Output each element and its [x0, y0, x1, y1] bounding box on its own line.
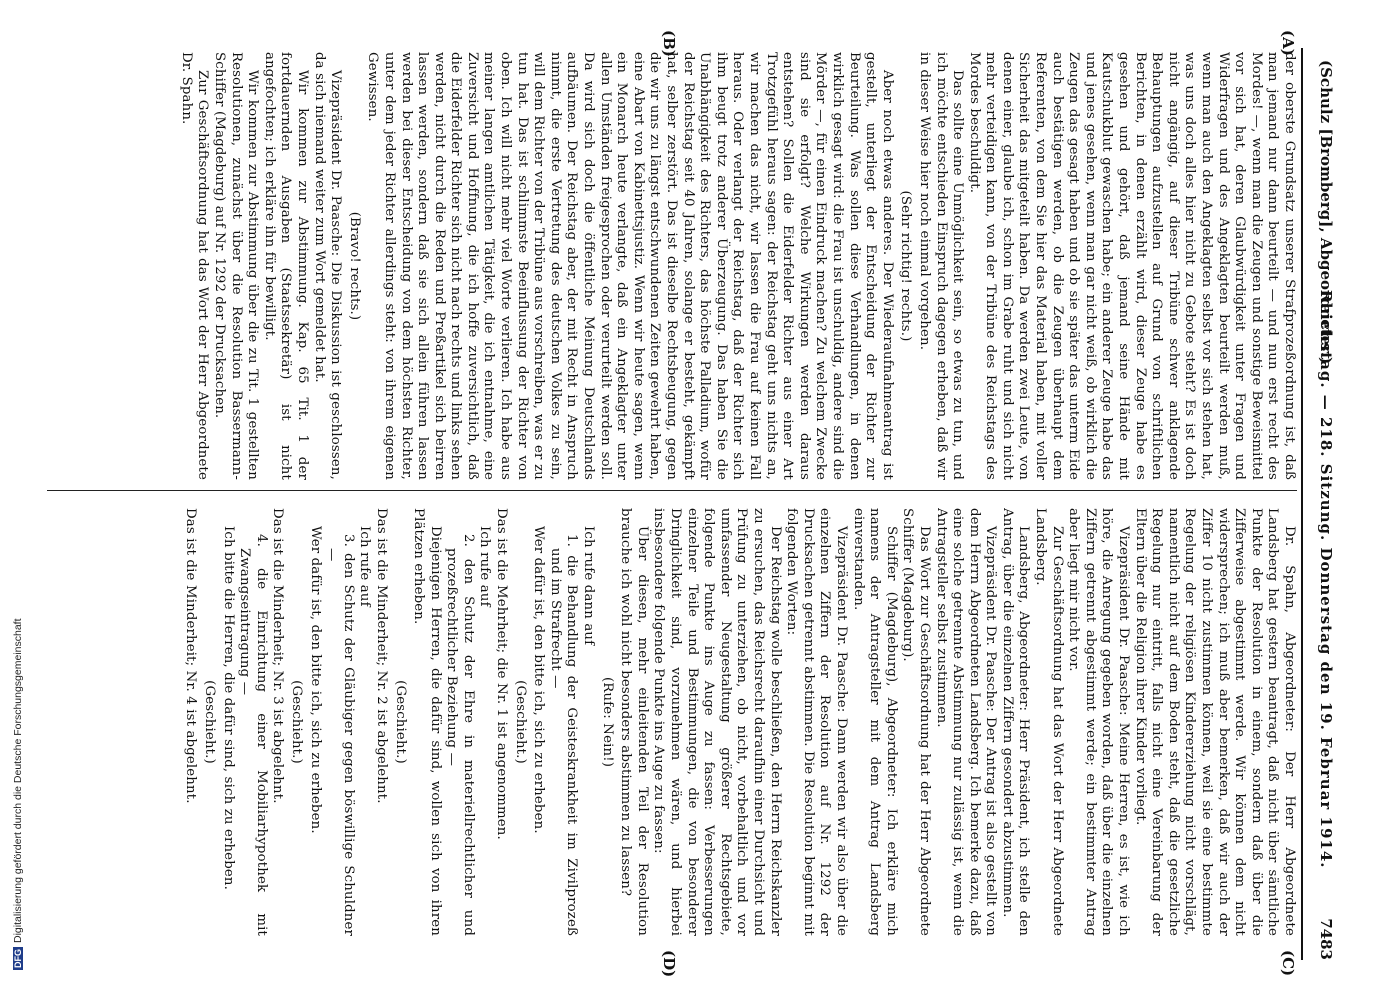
interjection: (Geschieht.)	[512, 680, 528, 764]
paragraph: Das ist die Minderheit; Nr. 2 ist abgelehnt.	[373, 508, 389, 804]
paragraph: Landsberg, Abgeordneter: Herr Präsident, ich stelle den Antrag, über die einzelnen Ziffern gesondert abzustimmen.	[999, 508, 1032, 936]
page-title: Reichstag. — 218. Sitzung. Donnerstag den 19. Februar 1914.	[1317, 290, 1335, 869]
paragraph: Das ist die Mehrheit; die Nr. 1 ist angenommen.	[494, 508, 510, 840]
paragraph: Vizepräsident Dr. Paasche: Die Diskussion ist geschlossen, da sich niemand weiter zum Wort gemeldet hat.	[311, 52, 344, 480]
list-item: 3. den Schutz der Gläubiger gegen böswillige Schuldner —	[324, 534, 356, 936]
paragraph: Das Wort zur Geschäftsordnung hat der Herr Abgeordnete Schiffer (Magdeburg).	[900, 508, 932, 936]
paragraph: Das sollte eine Unmöglichkeit sein, so etwas zu tun, und ich möchte entschieden Einspruch dagegen erheben, daß wir in dieser Weise hier noch einmal vorgehen.	[916, 52, 966, 480]
resolution-text: Der Reichstag wolle beschließen, den Herrn Reichskanzler zu ersuchen, das Reichsrecht daraufhin einer Durchsicht und Prüfung zu unterziehen, ob nicht, vorbehaltlich und vor umfassender Neugestaltung größerer Rechtsgebiete, folgende Punkte ins Auge zu fassen: Verbesserungen einzelner Teile und Bestimmungen, die von besonderer Dringlichkeit sind, vorzunehmen wären, und hierbei insbesondere folgende Punkte ins Auge zu fassen:	[651, 508, 783, 936]
margin-marker-a: (A)	[1279, 30, 1297, 56]
funding-text: Digitalisierung gefördert durch die Deutsche Forschungsgemeinschaft	[12, 618, 24, 943]
paragraph: Zur Geschäftsordnung hat das Wort der Herr Abgeordnete Landsberg.	[1033, 508, 1065, 936]
footer-strip	[0, 0, 24, 1000]
paragraph: Das ist die Minderheit; Nr. 3 ist abgelehnt.	[270, 508, 286, 804]
header-speaker: (Schulz [Bromberg], Abgeordneter.)	[1317, 60, 1335, 365]
dfg-logo: DFG	[13, 949, 23, 968]
funding-note	[12, 618, 24, 970]
right-column	[47, 508, 1297, 936]
paragraph: Wer dafür ist, den bitte ich, sich zu erheben.	[307, 526, 323, 834]
paragraph: Zur Geschäftsordnung hat das Wort der Herr Abgeordnete Dr. Spahn.	[178, 52, 211, 480]
paragraph: Ich rufe auf	[477, 526, 493, 607]
interjection: (Geschieht.)	[288, 680, 304, 764]
paragraph: Aber noch etwas anderes. Der Wiederaufnahmeantrag ist gestellt, unterliegt der Entscheidung der Richter zur Beurteilung. Was sollen diese Verhandlungen, in denen wirklich gesagt wird: die Frau ist unschuldig, andere sind die Mörder —, für einen Eindruck machen? Zu welchem Zwecke sind sie erfolgt? Welche Wirkungen werden daraus entstehen? Sollen die Eiderfelder Richter aus einer Art Trotzgefühl heraus sagen: der Reichstag geht uns nichts an, wir machen das nicht, wir lassen die Frau auf keinen Fall heraus. Oder verlangt der Reichstag, daß der Richter sich ihm beugt trotz anderer Überzeugung. Das haben Sie die Unabhängigkeit des Richters, das höchste Palladium, wofür der Reichstag seit 40 Jahren, solange er besteht, gekämpft hat, selber zerstört. Das ist dieselbe Rechtsbeugung, gegen die wir uns zu längst entschwundenen Zeiten gewehrt haben, eine Abart von Kabinettsjustiz. Wenn wir heute sagen, wenn ein Monarch heute verlangte, daß ein Angeklagter unter allen Umständen freigesprochen oder verurteilt werden soll. Da wird sich doch die öffentliche Meinung Deutschlands aufbäumen. Der Reichstag aber, der mit Recht in Anspruch nimmt, die erste Vertretung des deutschen Volkes zu sein, will dem Richter von der Tribüne aus vorschreiben, was er zu tun hat. Das ist schlimmste Beeinflussung der Richter von oben. Ich will nicht mehr viel Worte verlieren. Ich habe aus meiner langen amtlichen Tätigkeit, die ich entnahme, eine Zuversicht und Hoffnung, die ich hoffe zuversichtlich, daß die Eiderfelder Richter sich nicht nach rechts und links sehen werden, nicht durch die Reden und Preßartikel sich beirren lassen werden, sondern daß sie sich allein führen lassen werden bei dieser Entscheidung von dem höchsten Richter, unter dem jeder Richter allerdings steht: von ihrem eigenen Gewissen.	[365, 52, 895, 480]
paragraph: Dr. Spahn, Abgeordneter: Der Herr Abgeordnete Landsberg hat gestern beantragt, daß nicht über sämtliche Punkte der Resolution in einem, sondern daß über die Zifferweise abgestimmt werde. Wir können dem nicht widersprechen; ich muß aber bemerken, daß wir auch der Ziffer 10 nicht zustimmen können, weil sie eine bestimmte Regelung der religiösen Kindererziehung nicht vorschlägt, namentlich nicht auf dem Boden steht, daß die gesetzliche Regelung nur eintritt, falls nicht eine Vereinbarung der Eltern über die Religion ihrer Kinder vorliegt.	[1132, 508, 1297, 936]
interjection: (Bravo! rechts.)	[346, 211, 362, 321]
interjection: (Sehr richtig! rechts.)	[898, 190, 914, 342]
paragraph: Wer dafür ist, den bitte ich, sich zu erheben.	[531, 526, 547, 834]
paragraph: Wir kommen zur Abstimmung. Kap. 65 Tit. 1 der fortdauernden Ausgaben (Staatssekretär) ist nicht angefochten; ich erkläre ihn für bewilligt.	[261, 52, 310, 480]
paragraph: Über diesen, mehr einleitenden Teil der Resolution brauche ich wohl nicht besonders abstimmen zu lassen?	[618, 508, 650, 936]
page-number: 7483	[1317, 918, 1335, 960]
paragraph: Vizepräsident Dr. Paasche: Dann werden wir also über die einzelnen Ziffern der Resolution auf Nr. 1292 der Drucksachen getrennt abstimmen. Die Resolution beginnt mit folgenden Worten:	[784, 508, 849, 936]
header-rule	[1301, 48, 1303, 960]
margin-marker-c: (C)	[1279, 950, 1297, 977]
margin-marker-b: (B)	[660, 30, 678, 57]
list-item: 1. die Behandlung der Geisteskrankheit im Zivilprozeß und im Strafrecht —	[547, 534, 580, 936]
list-item: 2. den Schutz der Ehre in materiellrechtlicher und prozeßrechtlicher Beziehung —	[444, 534, 476, 936]
paragraph: Wir kommen zur Abstimmung über die zu Tit. 1 gestellten Resolutionen, zunächst über die Resolution Bassermann-Schiffer (Magdeburg) auf Nr. 1292 der Drucksachen.	[212, 52, 261, 480]
paragraph: Vizepräsident Dr. Paasche: Meine Herren, es ist, wie ich höre, die Anregung gegeben worden, daß über die einzelnen Ziffern getrennt abgestimmt werde; ein bestimmter Antrag aber liegt mir nicht vor.	[1066, 508, 1132, 936]
paragraph: Ich rufe dann auf	[581, 526, 597, 646]
column-divider	[47, 490, 1297, 491]
paragraph: Das ist die Minderheit; Nr. 4 ist abgelehnt.	[183, 508, 199, 804]
list-item: 4. die Einrichtung einer Mobiliarhypothek mit Zwangseintragung —	[237, 534, 269, 936]
left-column	[47, 52, 1297, 480]
margin-marker-d: (D)	[660, 950, 678, 978]
interjection: (Geschieht.)	[392, 680, 408, 764]
paragraph: der oberste Grundsatz unserer Strafprozeßordnung ist, daß man jemand nur dann beurteilt — und nun erst recht des Mordes! —, wenn man die Zeugen und sonstige Beweismittel vor sich hat, deren Glaubwürdigkeit unter Fragen und Widerfragen und des Angeklagten beurteilt werden muß, wenn man auch den Angeklagten selbst vor sich stehen hat, was uns doch alles hier nicht zu Gebote steht? Es ist doch nicht angängig, auf dieser Tribüne schwer anklagende Behauptungen aufzustellen auf Grund von schriftlichen Berichten, in denen erzählt wird, dieser Zeuge habe es gesehen und gehört, daß jemand seine Hände mit Kautschukblut gewaschen habe; ein anderer Zeuge habe das und jenes gesehen, wenn man gar nicht weiß, ob wirklich die Zeugen das gesagt haben und ob sie später das unterm Eide auch bestätigen werden, ob die Zeugen überhaupt dem Referenten, von dem Sie hier das Material haben, mit voller Sicherheit das mitgeteilt haben. Da werden zwei Leute, von denen einer, glaube ich, schon im Grabe ruht und sich nicht mehr verteidigen kann, von der Tribüne des Reichstags des Mordes beschuldigt.	[966, 52, 1297, 480]
paragraph: Vizepräsident Dr. Paasche: Der Antrag ist also gestellt von dem Herrn Abgeordneten Landsberg. Ich bemerke dazu, daß eine solche getrennte Abstimmung nur zulässig ist, wenn die Antragsteller selbst zustimmen.	[933, 508, 999, 936]
paragraph: Diejenigen Herren, die dafür sind, wollen sich von ihren Plätzen erheben.	[411, 508, 443, 936]
interjection: (Geschieht.)	[202, 680, 217, 764]
paragraph: Ich rufe auf	[357, 526, 373, 607]
paragraph: Ich bitte die Herren, die dafür sind, sich zu erheben.	[220, 526, 236, 890]
interjection: (Rufe: Nein!)	[599, 676, 615, 768]
paragraph: Schiffer (Magdeburg), Abgeordneter: Ich erkläre mich namens der Antragsteller mit dem Antrag Landsberg einverstanden.	[850, 508, 899, 936]
